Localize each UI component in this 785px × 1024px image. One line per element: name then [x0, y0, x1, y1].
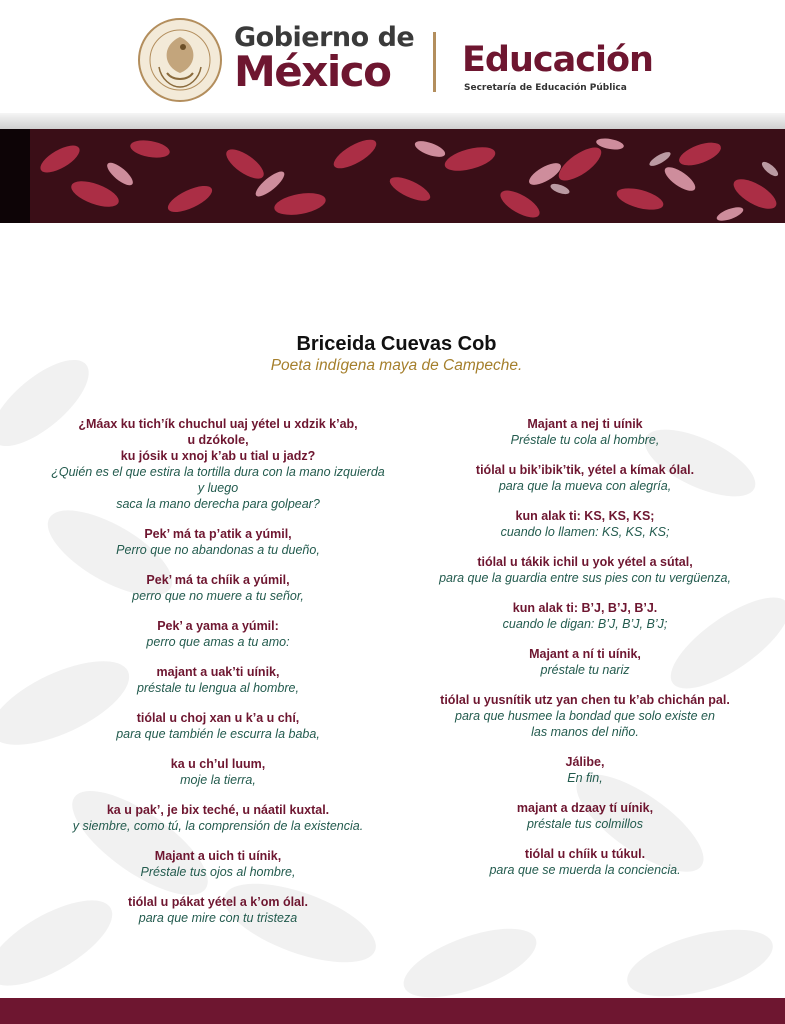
educacion-logo: Educación [462, 40, 653, 80]
gobierno-logo-line2: México [234, 47, 391, 96]
spanish-verse-line: para que la guardia entre sus pies con tu vergüenza, [439, 571, 731, 585]
header-shadow-band [0, 113, 785, 129]
maya-verse-line: kun alak ti: B’J, B’J, B’J. [512, 601, 658, 615]
header [0, 0, 785, 113]
spanish-verse-line: saca la mano derecha para golpear? [116, 497, 320, 511]
poem-stanza [420, 846, 750, 878]
spanish-verse-line: préstale tu lengua al hombre, [137, 681, 299, 695]
poem-stanza [38, 848, 398, 880]
maya-verse-line: ¿Máax ku tich’ík chuchul uaj yétel u xdzik k’ab, [78, 417, 358, 431]
poem-stanza [38, 526, 398, 558]
maya-verse-line: tiólal u tákik ichil u yok yétel a sútal, [477, 555, 693, 569]
poem-stanza [420, 754, 750, 786]
spanish-verse-line: para que la mueva con alegría, [498, 479, 672, 493]
spanish-verse-line: para que se muerda la conciencia. [489, 863, 681, 877]
gobierno-logo-line1: Gobierno de [234, 22, 415, 53]
spanish-verse-line: para que husmee la bondad que solo existe en [455, 709, 715, 723]
maya-verse-line: Jálibe, [565, 755, 605, 769]
logo-divider [433, 32, 436, 92]
spanish-verse-line: En fin, [567, 771, 603, 785]
maya-verse-line: tiólal u choj xan u k’a u chí, [136, 711, 300, 725]
poem-stanza [38, 618, 398, 650]
poem-stanza [420, 462, 750, 494]
maya-verse-line: majant a uak’ti uínik, [156, 665, 280, 679]
spanish-verse-line: Préstale tu cola al hombre, [510, 433, 660, 447]
maya-verse-line: kun alak ti: KS, KS, KS; [515, 509, 655, 523]
poem-stanza [38, 756, 398, 788]
spanish-verse-line: y luego [197, 481, 239, 495]
poem-stanza [38, 416, 398, 512]
maya-verse-line: Majant a ní ti uínik, [529, 647, 641, 661]
spanish-verse-line: préstale tus colmillos [526, 817, 643, 831]
spanish-verse-line: préstale tu nariz [540, 663, 630, 677]
poem-stanza [420, 600, 750, 632]
poem-stanza [38, 664, 398, 696]
maya-verse-line: Majant a nej ti uínik [527, 417, 643, 431]
spanish-verse-line: cuando le digan: B’J, B’J, B’J; [502, 617, 668, 631]
maya-verse-line: ka u ch’ul luum, [170, 757, 266, 771]
spanish-verse-line: perro que no muere a tu señor, [132, 589, 304, 603]
spanish-verse-line: ¿Quién es el que estira la tortilla dura con la mano izquierda [51, 465, 385, 479]
spanish-verse-line: para que también le escurra la baba, [116, 727, 320, 741]
textile-banner [0, 129, 785, 223]
maya-verse-line: Majant a uich ti uínik, [154, 849, 282, 863]
spanish-verse-line: perro que amas a tu amo: [146, 635, 290, 649]
maya-verse-line: tiólal u bik’ibik’tik, yétel a kímak ólal. [475, 463, 695, 477]
poem-stanza [38, 572, 398, 604]
national-seal-icon [137, 17, 223, 103]
secretaria-subtitle: Secretaría de Educación Pública [464, 83, 627, 93]
poem-stanza [38, 894, 398, 926]
maya-verse-line: u dzókole, [187, 433, 249, 447]
spanish-verse-line: cuando lo llamen: KS, KS, KS; [500, 525, 670, 539]
spanish-verse-line: moje la tierra, [180, 773, 256, 787]
spanish-verse-line: y siembre, como tú, la comprensión de la existencia. [72, 819, 364, 833]
maya-verse-line: Pek’ má ta chíik a yúmil, [146, 573, 290, 587]
poem-right-column [420, 416, 750, 892]
spanish-verse-line: las manos del niño. [531, 725, 639, 739]
poem-left-column [38, 416, 398, 940]
poem-stanza [420, 554, 750, 586]
maya-verse-line: majant a dzaay tí uínik, [516, 801, 654, 815]
maya-verse-line: tiólal u chíik u túkul. [524, 847, 646, 861]
poem-stanza [420, 508, 750, 540]
footer-bar [0, 998, 785, 1024]
poet-name: Briceida Cuevas Cob [296, 333, 497, 355]
poem-stanza [420, 646, 750, 678]
poem-stanza [420, 416, 750, 448]
maya-verse-line: Pek’ má ta p’atik a yúmil, [144, 527, 292, 541]
maya-verse-line: ka u pak’, je bix teché, u náatil kuxtal. [106, 803, 330, 817]
poet-description: Poeta indígena maya de Campeche. [270, 357, 523, 374]
spanish-verse-line: Perro que no abandonas a tu dueño, [116, 543, 320, 557]
spanish-verse-line: Préstale tus ojos al hombre, [140, 865, 296, 879]
spanish-verse-line: para que mire con tu tristeza [138, 911, 298, 925]
maya-verse-line: tiólal u pákat yétel a k’om ólal. [128, 895, 308, 909]
maya-verse-line: Pek’ a yama a yúmil: [157, 619, 279, 633]
maya-verse-line: ku jósik u xnoj k’ab u tial u jadz? [120, 449, 316, 463]
poem-stanza [420, 800, 750, 832]
poem-stanza [420, 692, 750, 740]
poem-stanza [38, 710, 398, 742]
textile-embroidery-image [0, 129, 785, 223]
maya-verse-line: tiólal u yusnítik utz yan chen tu k’ab chichán pal. [440, 693, 730, 707]
poem-stanza [38, 802, 398, 834]
